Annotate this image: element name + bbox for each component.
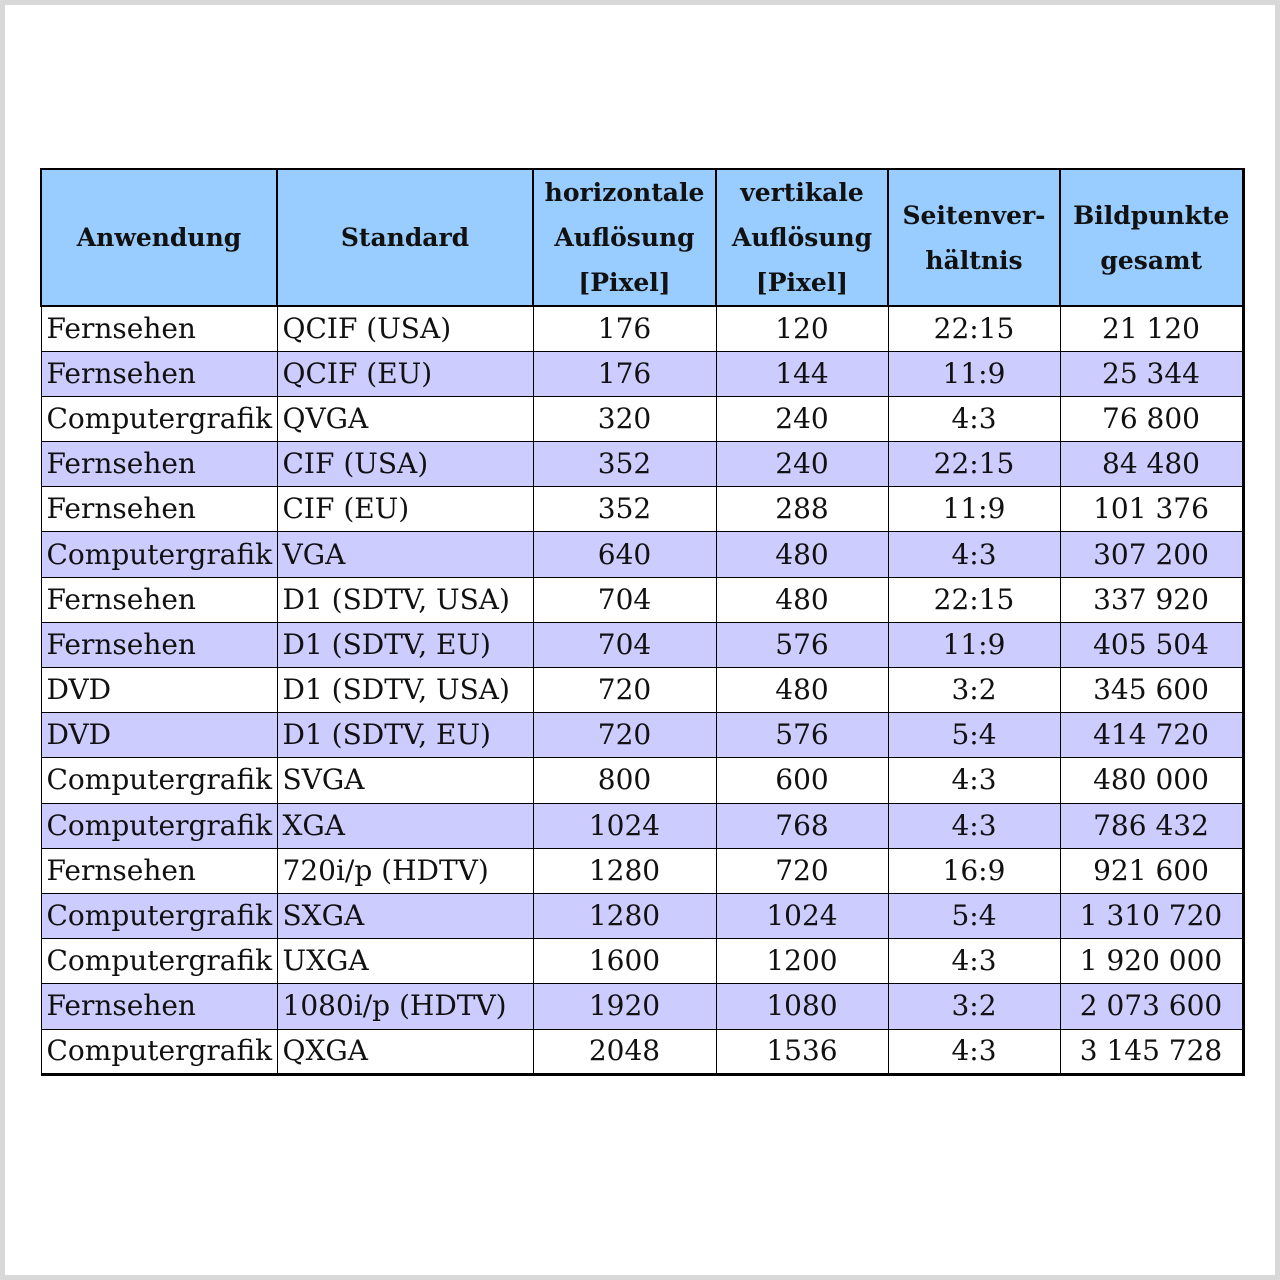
table-row bbox=[41, 939, 1243, 984]
table-row bbox=[41, 306, 1243, 351]
header-line: Auflösung bbox=[731, 223, 873, 252]
table-row bbox=[41, 442, 1243, 487]
cell-horizontal: 800 bbox=[533, 758, 716, 803]
header-line: hältnis bbox=[925, 245, 1023, 275]
cell-horizontal: 1920 bbox=[533, 984, 716, 1029]
cell-vertical: 144 bbox=[716, 351, 888, 396]
cell-horizontal: 1024 bbox=[533, 803, 716, 848]
cell-horizontal: 176 bbox=[533, 351, 716, 396]
cell-total-pixels: 480 000 bbox=[1060, 758, 1243, 803]
cell-anwendung: Fernsehen bbox=[41, 848, 277, 893]
table-row bbox=[41, 396, 1243, 441]
header-line: [Pixel] bbox=[755, 268, 849, 297]
table-row bbox=[41, 1029, 1243, 1074]
column-header-total-pixels bbox=[1060, 169, 1243, 306]
cell-anwendung: DVD bbox=[41, 713, 277, 758]
cell-horizontal: 320 bbox=[533, 396, 716, 441]
cell-total-pixels: 21 120 bbox=[1060, 306, 1243, 351]
cell-aspect-ratio: 11:9 bbox=[888, 622, 1060, 667]
table-row bbox=[41, 893, 1243, 938]
cell-vertical: 576 bbox=[716, 713, 888, 758]
cell-aspect-ratio: 5:4 bbox=[888, 893, 1060, 938]
table-row bbox=[41, 487, 1243, 532]
cell-horizontal: 1600 bbox=[533, 939, 716, 984]
table-body bbox=[41, 306, 1243, 1074]
cell-vertical: 480 bbox=[716, 577, 888, 622]
cell-aspect-ratio: 5:4 bbox=[888, 713, 1060, 758]
cell-horizontal: 1280 bbox=[533, 893, 716, 938]
resolution-table bbox=[40, 168, 1245, 1076]
cell-total-pixels: 786 432 bbox=[1060, 803, 1243, 848]
cell-total-pixels: 3 145 728 bbox=[1060, 1029, 1243, 1074]
cell-standard: VGA bbox=[277, 532, 533, 577]
cell-horizontal: 704 bbox=[533, 622, 716, 667]
header-line: Anwendung bbox=[76, 223, 242, 252]
cell-vertical: 576 bbox=[716, 622, 888, 667]
cell-standard: CIF (EU) bbox=[277, 487, 533, 532]
cell-total-pixels: 414 720 bbox=[1060, 713, 1243, 758]
cell-vertical: 768 bbox=[716, 803, 888, 848]
cell-standard: D1 (SDTV, USA) bbox=[277, 577, 533, 622]
cell-aspect-ratio: 11:9 bbox=[888, 487, 1060, 532]
cell-anwendung: Computergrafik bbox=[41, 758, 277, 803]
cell-anwendung: Fernsehen bbox=[41, 442, 277, 487]
cell-total-pixels: 25 344 bbox=[1060, 351, 1243, 396]
header-line: horizontale bbox=[544, 178, 705, 207]
cell-total-pixels: 405 504 bbox=[1060, 622, 1243, 667]
header-line: Auflösung bbox=[554, 223, 695, 252]
cell-total-pixels: 337 920 bbox=[1060, 577, 1243, 622]
cell-standard: QCIF (EU) bbox=[277, 351, 533, 396]
cell-aspect-ratio: 4:3 bbox=[888, 396, 1060, 441]
table-row bbox=[41, 758, 1243, 803]
column-header-standard bbox=[277, 169, 533, 306]
cell-standard: UXGA bbox=[277, 939, 533, 984]
cell-standard: D1 (SDTV, USA) bbox=[277, 668, 533, 713]
cell-aspect-ratio: 4:3 bbox=[888, 803, 1060, 848]
cell-vertical: 240 bbox=[716, 396, 888, 441]
column-header-vertical-resolution bbox=[716, 169, 888, 306]
cell-anwendung: Computergrafik bbox=[41, 939, 277, 984]
cell-total-pixels: 84 480 bbox=[1060, 442, 1243, 487]
cell-anwendung: Fernsehen bbox=[41, 622, 277, 667]
cell-aspect-ratio: 3:2 bbox=[888, 984, 1060, 1029]
cell-anwendung: Fernsehen bbox=[41, 487, 277, 532]
cell-standard: XGA bbox=[277, 803, 533, 848]
cell-vertical: 288 bbox=[716, 487, 888, 532]
table-row bbox=[41, 351, 1243, 396]
column-header-aspect-ratio bbox=[888, 169, 1060, 306]
table-row bbox=[41, 713, 1243, 758]
table-row bbox=[41, 622, 1243, 667]
cell-standard: CIF (USA) bbox=[277, 442, 533, 487]
cell-total-pixels: 345 600 bbox=[1060, 668, 1243, 713]
cell-aspect-ratio: 11:9 bbox=[888, 351, 1060, 396]
header-line: Bildpunkte bbox=[1073, 200, 1230, 230]
cell-standard: QXGA bbox=[277, 1029, 533, 1074]
cell-vertical: 600 bbox=[716, 758, 888, 803]
cell-anwendung: DVD bbox=[41, 668, 277, 713]
header-line: Standard bbox=[340, 223, 470, 252]
cell-anwendung: Computergrafik bbox=[41, 1029, 277, 1074]
cell-vertical: 480 bbox=[716, 532, 888, 577]
cell-horizontal: 640 bbox=[533, 532, 716, 577]
cell-aspect-ratio: 4:3 bbox=[888, 758, 1060, 803]
cell-vertical: 480 bbox=[716, 668, 888, 713]
column-header-horizontal-resolution bbox=[533, 169, 716, 306]
cell-total-pixels: 1 920 000 bbox=[1060, 939, 1243, 984]
cell-horizontal: 176 bbox=[533, 306, 716, 351]
cell-total-pixels: 307 200 bbox=[1060, 532, 1243, 577]
table-row bbox=[41, 668, 1243, 713]
cell-standard: SXGA bbox=[277, 893, 533, 938]
cell-total-pixels: 76 800 bbox=[1060, 396, 1243, 441]
cell-horizontal: 1280 bbox=[533, 848, 716, 893]
cell-aspect-ratio: 22:15 bbox=[888, 577, 1060, 622]
table-row bbox=[41, 848, 1243, 893]
cell-aspect-ratio: 4:3 bbox=[888, 939, 1060, 984]
column-header-anwendung bbox=[41, 169, 277, 306]
cell-aspect-ratio: 3:2 bbox=[888, 668, 1060, 713]
cell-standard: QVGA bbox=[277, 396, 533, 441]
cell-anwendung: Computergrafik bbox=[41, 803, 277, 848]
header-row bbox=[41, 169, 1243, 306]
cell-aspect-ratio: 4:3 bbox=[888, 1029, 1060, 1074]
cell-total-pixels: 1 310 720 bbox=[1060, 893, 1243, 938]
cell-horizontal: 720 bbox=[533, 668, 716, 713]
cell-horizontal: 704 bbox=[533, 577, 716, 622]
table-row bbox=[41, 532, 1243, 577]
cell-aspect-ratio: 16:9 bbox=[888, 848, 1060, 893]
cell-aspect-ratio: 4:3 bbox=[888, 532, 1060, 577]
cell-horizontal: 352 bbox=[533, 442, 716, 487]
cell-horizontal: 720 bbox=[533, 713, 716, 758]
cell-standard: 1080i/p (HDTV) bbox=[277, 984, 533, 1029]
cell-standard: 720i/p (HDTV) bbox=[277, 848, 533, 893]
cell-anwendung: Computergrafik bbox=[41, 893, 277, 938]
cell-horizontal: 352 bbox=[533, 487, 716, 532]
cell-standard: SVGA bbox=[277, 758, 533, 803]
cell-anwendung: Fernsehen bbox=[41, 351, 277, 396]
cell-standard: D1 (SDTV, EU) bbox=[277, 713, 533, 758]
header-line: [Pixel] bbox=[578, 268, 671, 297]
cell-aspect-ratio: 22:15 bbox=[888, 306, 1060, 351]
table-row bbox=[41, 984, 1243, 1029]
cell-anwendung: Computergrafik bbox=[41, 532, 277, 577]
cell-vertical: 120 bbox=[716, 306, 888, 351]
header-line: Seitenver- bbox=[902, 200, 1046, 230]
cell-horizontal: 2048 bbox=[533, 1029, 716, 1074]
cell-vertical: 1080 bbox=[716, 984, 888, 1029]
cell-aspect-ratio: 22:15 bbox=[888, 442, 1060, 487]
cell-vertical: 1200 bbox=[716, 939, 888, 984]
cell-anwendung: Fernsehen bbox=[41, 306, 277, 351]
cell-vertical: 240 bbox=[716, 442, 888, 487]
cell-total-pixels: 101 376 bbox=[1060, 487, 1243, 532]
cell-vertical: 1024 bbox=[716, 893, 888, 938]
cell-anwendung: Computergrafik bbox=[41, 396, 277, 441]
table-row bbox=[41, 803, 1243, 848]
cell-anwendung: Fernsehen bbox=[41, 984, 277, 1029]
header-line: gesamt bbox=[1100, 245, 1203, 275]
cell-vertical: 720 bbox=[716, 848, 888, 893]
header-line: vertikale bbox=[740, 178, 864, 207]
cell-standard: D1 (SDTV, EU) bbox=[277, 622, 533, 667]
cell-anwendung: Fernsehen bbox=[41, 577, 277, 622]
cell-total-pixels: 2 073 600 bbox=[1060, 984, 1243, 1029]
table-row bbox=[41, 577, 1243, 622]
cell-standard: QCIF (USA) bbox=[277, 306, 533, 351]
cell-vertical: 1536 bbox=[716, 1029, 888, 1074]
cell-total-pixels: 921 600 bbox=[1060, 848, 1243, 893]
